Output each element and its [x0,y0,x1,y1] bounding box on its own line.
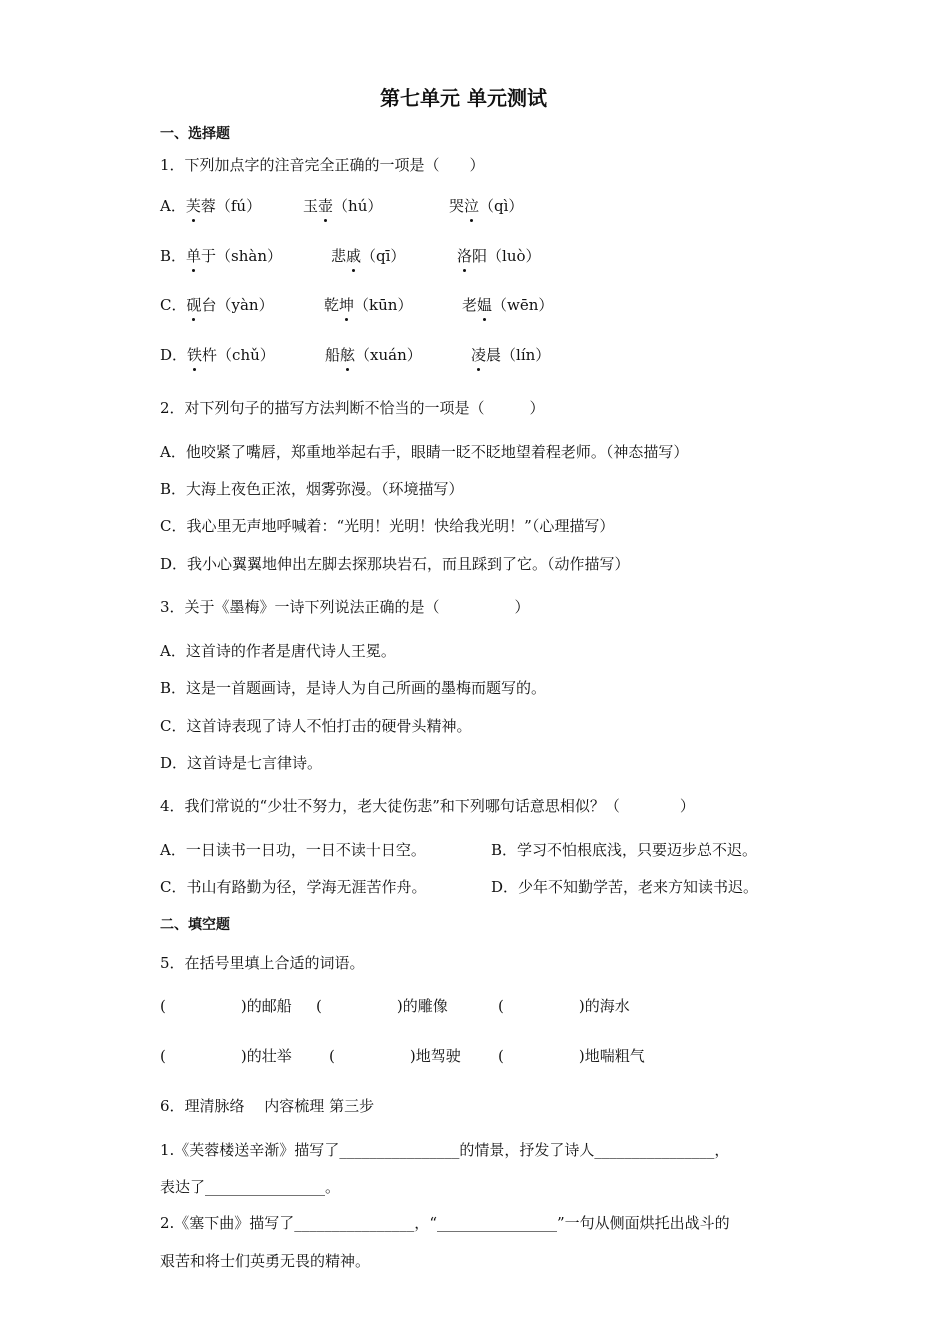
dotted-char: 洛 [457,247,473,265]
q6-stem: 6．理清脉络 内容梳理 第三步 [160,1097,375,1115]
q1-option-a-word3 [449,196,523,216]
q6-item1-line2[interactable]: 表达了________________。 [160,1178,341,1196]
q2-option-d[interactable]: D．我小心翼翼地伸出左脚去探那块岩石，而且踩到了它。（动作描写） [160,555,630,573]
q5-blank-1[interactable]: ( )的邮船 [160,997,292,1015]
dotted-char: 舷 [340,346,356,364]
q2-stem: 2．对下列句子的描写方法判断不恰当的一项是（ ） [160,399,545,417]
q1-option-b-word3 [457,246,541,266]
option-label: B． [160,247,187,265]
q1-option-c-word2 [324,295,412,315]
q1-option-c[interactable] [160,295,274,315]
word-suffix: （wēn） [492,296,554,314]
word-prefix: 玉 [303,197,319,215]
word-prefix: 老 [462,296,478,314]
q2-option-b[interactable]: B．大海上夜色正浓，烟雾弥漫。（环境描写） [160,480,464,498]
dotted-char: 芙 [185,197,201,215]
q4-option-d[interactable]: D．少年不知勤学苦，老来方知读书迟。 [491,878,759,896]
q2-option-c[interactable]: C．我心里无声地呼喊着：“光明！光明！快给我光明！”（心理描写） [160,517,615,535]
q4-option-a[interactable]: A．一日读书一日功，一日不读十日空。 [160,841,426,859]
dotted-char: 砚 [186,296,202,314]
q5-blank-3[interactable]: ( )的海水 [498,997,630,1015]
q6-item1-line1[interactable]: 1.《芙蓉楼送辛渐》描写了________________的情景，抒发了诗人________________， [160,1141,730,1159]
q1-option-d-word2 [325,345,422,365]
word-suffix: （kūn） [354,296,413,314]
q3-option-d[interactable]: D．这首诗是七言律诗。 [160,754,323,772]
q1-option-c-word3 [462,295,553,315]
word-suffix: 台（yàn） [201,296,274,314]
q4-stem: 4．我们常说的“少壮不努力，老大徒伤悲”和下列哪句话意思相似？（ ） [160,797,695,815]
dotted-char: 凌 [471,346,487,364]
q1-option-a[interactable] [160,196,261,216]
word-suffix: 晨（lín） [486,346,551,364]
dotted-char: 壶 [318,197,334,215]
word-suffix: 阳（luò） [472,247,541,265]
word-suffix: （hú） [333,197,383,215]
q1-option-d[interactable] [160,345,275,365]
q5-blank-2[interactable]: ( )的雕像 [316,997,448,1015]
q5-blank-6[interactable]: ( )地喘粗气 [498,1047,645,1065]
q1-stem: 1．下列加点字的注音完全正确的一项是（ ） [160,156,485,174]
dotted-char: 戚 [346,247,362,265]
q4-option-b[interactable]: B．学习不怕根底浅，只要迈步总不迟。 [491,841,758,859]
dotted-char: 媪 [477,296,493,314]
word-suffix: 杵（chǔ） [202,346,275,364]
option-label: D． [160,346,188,364]
q1-option-b-word2 [331,246,405,266]
q1-option-a-word2 [303,196,382,216]
page-title: 第七单元 单元测试 [380,86,547,110]
word-prefix: 乾 [324,296,340,314]
dotted-char: 单 [186,247,202,265]
dotted-char: 泣 [464,197,480,215]
q5-stem: 5．在括号里填上合适的词语。 [160,954,365,972]
word-prefix: 船 [325,346,341,364]
q4-option-c[interactable]: C．书山有路勤为径，学海无涯苦作舟。 [160,878,427,896]
dotted-char: 铁 [187,346,203,364]
word-suffix: （qī） [361,247,406,265]
option-label: A． [160,197,186,215]
option-label: C． [160,296,187,314]
q2-option-a[interactable]: A．他咬紧了嘴唇，郑重地举起右手，眼睛一眨不眨地望着程老师。（神态描写） [160,443,689,461]
q6-item2-line2: 艰苦和将士们英勇无畏的精神。 [160,1252,371,1270]
q1-option-b[interactable] [160,246,282,266]
q3-option-b[interactable]: B．这是一首题画诗，是诗人为自己所画的墨梅而题写的。 [160,679,547,697]
q3-option-a[interactable]: A．这首诗的作者是唐代诗人王冕。 [160,642,396,660]
word-suffix: 蓉（fú） [200,197,262,215]
section-heading-choice: 一、选择题 [160,126,230,142]
q1-option-d-word3 [471,345,550,365]
section-heading-fill: 二、填空题 [160,917,230,933]
q5-blank-4[interactable]: ( )的壮举 [160,1047,292,1065]
q3-stem: 3．关于《墨梅》一诗下列说法正确的是（ ） [160,598,530,616]
dotted-char: 坤 [339,296,355,314]
word-suffix: （qì） [479,197,524,215]
word-prefix: 哭 [449,197,465,215]
word-prefix: 悲 [331,247,347,265]
q5-blank-5[interactable]: ( )地驾驶 [329,1047,461,1065]
word-suffix: 于（shàn） [201,247,283,265]
word-suffix: （xuán） [355,346,422,364]
q3-option-c[interactable]: C．这首诗表现了诗人不怕打击的硬骨头精神。 [160,717,472,735]
q6-item2-line1[interactable]: 2.《塞下曲》描写了________________，“________________”一句从侧面烘托出战斗的 [160,1214,730,1232]
